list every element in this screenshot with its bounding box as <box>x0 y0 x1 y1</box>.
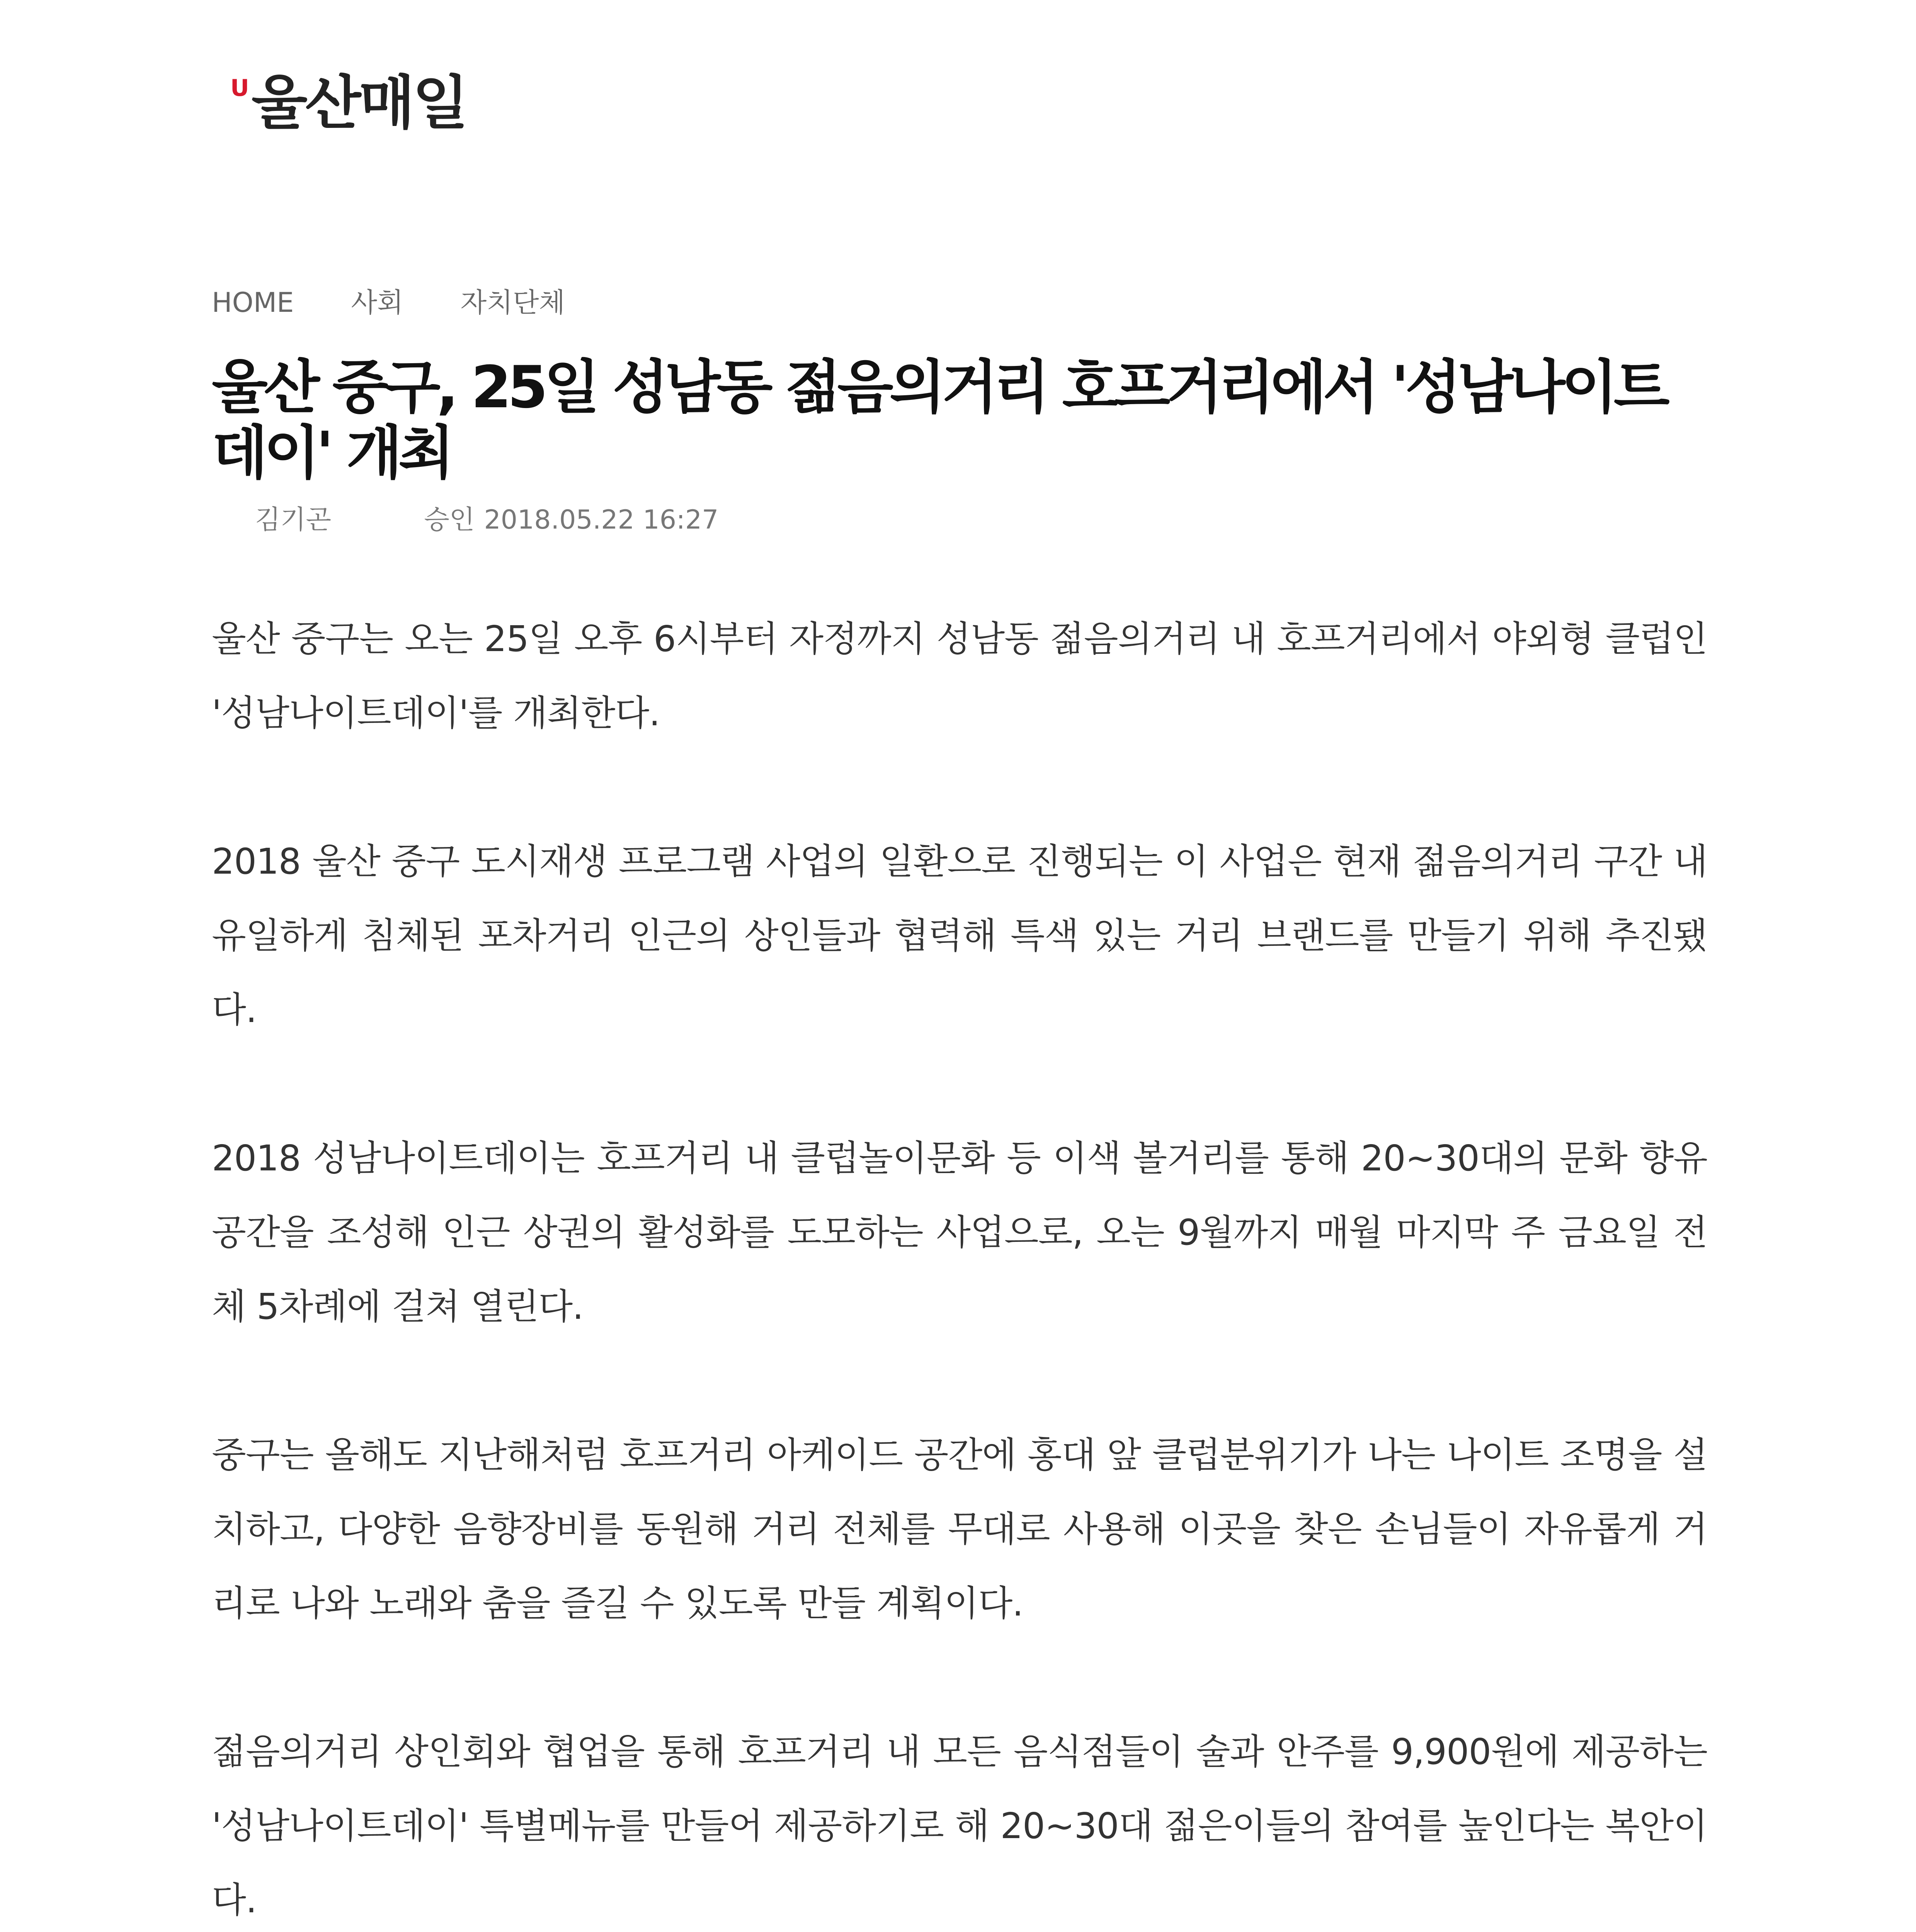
breadcrumb <box>212 289 622 316</box>
breadcrumb-section[interactable]: 사회 <box>351 287 403 318</box>
article-author: 김기곤 <box>255 505 332 535</box>
article-paragraph: 2018 성남나이트데이는 호프거리 내 클럽놀이문화 등 이색 볼거리를 통해 20~30대의 문화 향유 공간을 조성해 인근 상권의 활성화를 도모하는 사업으로, 오는 9월까지 매월 마지막 주 금요일 전체 5차례에 걸쳐 열린다. <box>212 1138 1707 1327</box>
site-logo[interactable] <box>230 70 466 137</box>
article-body <box>212 602 1707 1932</box>
article-paragraph: 젊음의거리 상인회와 협업을 통해 호프거리 내 모든 음식점들이 술과 안주를 9,900원에 제공하는 '성남나이트데이' 특별메뉴를 만들어 제공하기로 해 20~30대 젊은이들의 참여를 높인다는 복안이다. <box>212 1731 1707 1921</box>
article-paragraph: 중구는 올해도 지난해처럼 호프거리 아케이드 공간에 홍대 앞 클럽분위기가 나는 나이트 조명을 설치하고, 다양한 음향장비를 동원해 거리 전체를 무대로 사용해 이곳을 찾은 손님들이 자유롭게 거리로 나와 노래와 춤을 즐길 수 있도록 만들 계획이다. <box>212 1434 1707 1624</box>
article-paragraph: 울산 중구는 오는 25일 오후 6시부터 자정까지 성남동 젊음의거리 내 호프거리에서 야외형 클럽인 '성남나이트데이'를 개최한다. <box>212 618 1707 734</box>
article-title: 울산 중구, 25일 성남동 젊음의거리 호프거리에서 '성남나이트데이' 개최 <box>212 354 1666 487</box>
article-paragraph: 2018 울산 중구 도시재생 프로그램 사업의 일환으로 진행되는 이 사업은 현재 젊음의거리 구간 내 유일하게 침체된 포차거리 인근의 상인들과 협력해 특색 있는 거리 브랜드를 만들기 위해 추진됐다. <box>212 841 1707 1031</box>
article-meta <box>255 507 718 533</box>
logo-text: 울산매일 <box>251 70 466 137</box>
breadcrumb-home[interactable]: HOME <box>212 287 294 318</box>
breadcrumb-subsection[interactable]: 자치단체 <box>460 287 565 318</box>
approved-label: 승인 <box>424 505 475 535</box>
logo-mark: U <box>230 75 249 102</box>
approved-datetime: 2018.05.22 16:27 <box>484 505 719 535</box>
